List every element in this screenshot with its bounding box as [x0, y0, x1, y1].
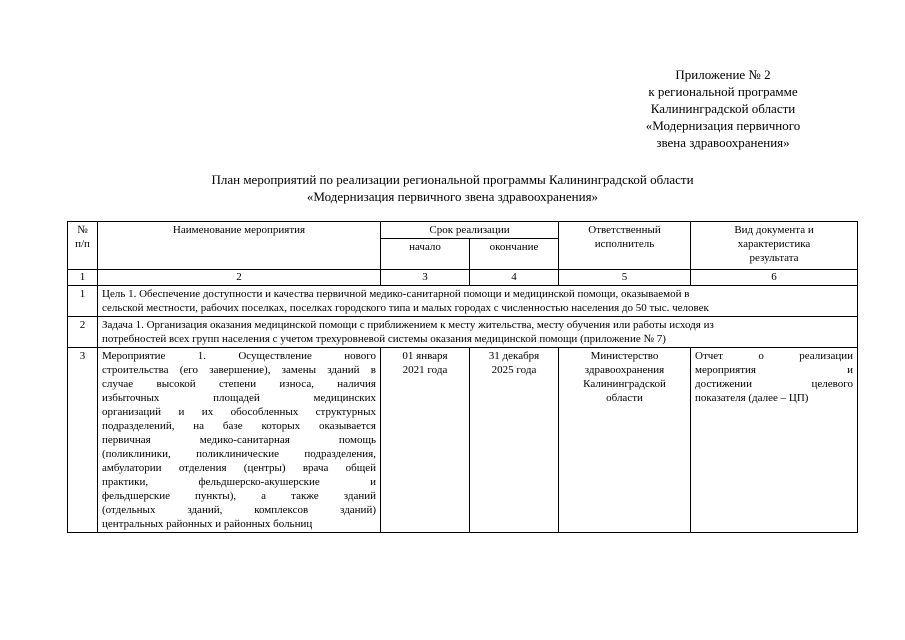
appendix-line: Приложение № 2: [675, 67, 771, 82]
table-header-row: [68, 222, 858, 239]
column-number: 5: [559, 270, 691, 286]
appendix-line: к региональной программе: [648, 84, 798, 99]
activity-num: 3: [68, 348, 98, 533]
header-num: № п/п: [68, 222, 98, 270]
activity-doc: Отчет о реализации мероприятия и достижении целевого показателя (далее – ЦП): [691, 348, 858, 533]
plan-table: [67, 221, 858, 533]
task-row: [68, 317, 858, 348]
goal-text: Цель 1. Обеспечение доступности и качества первичной медико-санитарной помощи и медицинской помощи, оказываемой в сельской местности, рабочих поселках, поселках городского типа и малых городах с численностью населения до 50 тыс. человек: [98, 286, 858, 317]
activity-end: 31 декабря 2025 года: [470, 348, 559, 533]
activity-responsible: Министерство здравоохранения Калининградской области: [559, 348, 691, 533]
column-number: 3: [381, 270, 470, 286]
plan-title-line: «Модернизация первичного звена здравоохранения»: [306, 189, 599, 204]
header-start: начало: [381, 239, 470, 270]
column-number: 4: [470, 270, 559, 286]
plan-title: [0, 171, 905, 205]
activity-name: Мероприятие 1. Осуществление нового строительства (его завершение), замены зданий в случае высокой степени износа, наличия избыточных площадей медицинских организаций и их обособленных структурных подразделений, на базе которых оказывается первичная медико-санитарная помощь (поликлиники, поликлинические подразделения, амбулатории отделения (центры) врача общей практики, фельдшерско-акушерские и фельдшерские пункты), а также зданий (отдельных зданий, комплексов зданий) центральных районных и районных больниц: [98, 348, 381, 533]
column-numbers-row: [68, 270, 858, 286]
activity-start: 01 января 2021 года: [381, 348, 470, 533]
activity-row: [68, 348, 858, 533]
plan-title-line: План мероприятий по реализации региональной программы Калининградской области: [211, 172, 694, 187]
goal-num: 1: [68, 286, 98, 317]
column-number: 6: [691, 270, 858, 286]
task-num: 2: [68, 317, 98, 348]
header-period: Срок реализации: [381, 222, 559, 239]
header-name: Наименование мероприятия: [98, 222, 381, 270]
header-responsible: Ответственный исполнитель: [559, 222, 691, 270]
column-number: 2: [98, 270, 381, 286]
appendix-header: [603, 66, 843, 151]
appendix-line: «Модернизация первичного: [645, 118, 801, 133]
appendix-line: Калининградской области: [650, 101, 796, 116]
header-doc: Вид документа и характеристика результата: [691, 222, 858, 270]
task-text: Задача 1. Организация оказания медицинской помощи с приближением к месту жительства, месту обучения или работы исходя из потребностей всех групп населения с учетом трехуровневой системы оказания медицинской помощи (приложение № 7): [98, 317, 858, 348]
column-number: 1: [68, 270, 98, 286]
appendix-line: звена здравоохранения»: [656, 135, 790, 150]
goal-row: [68, 286, 858, 317]
header-end: окончание: [470, 239, 559, 270]
